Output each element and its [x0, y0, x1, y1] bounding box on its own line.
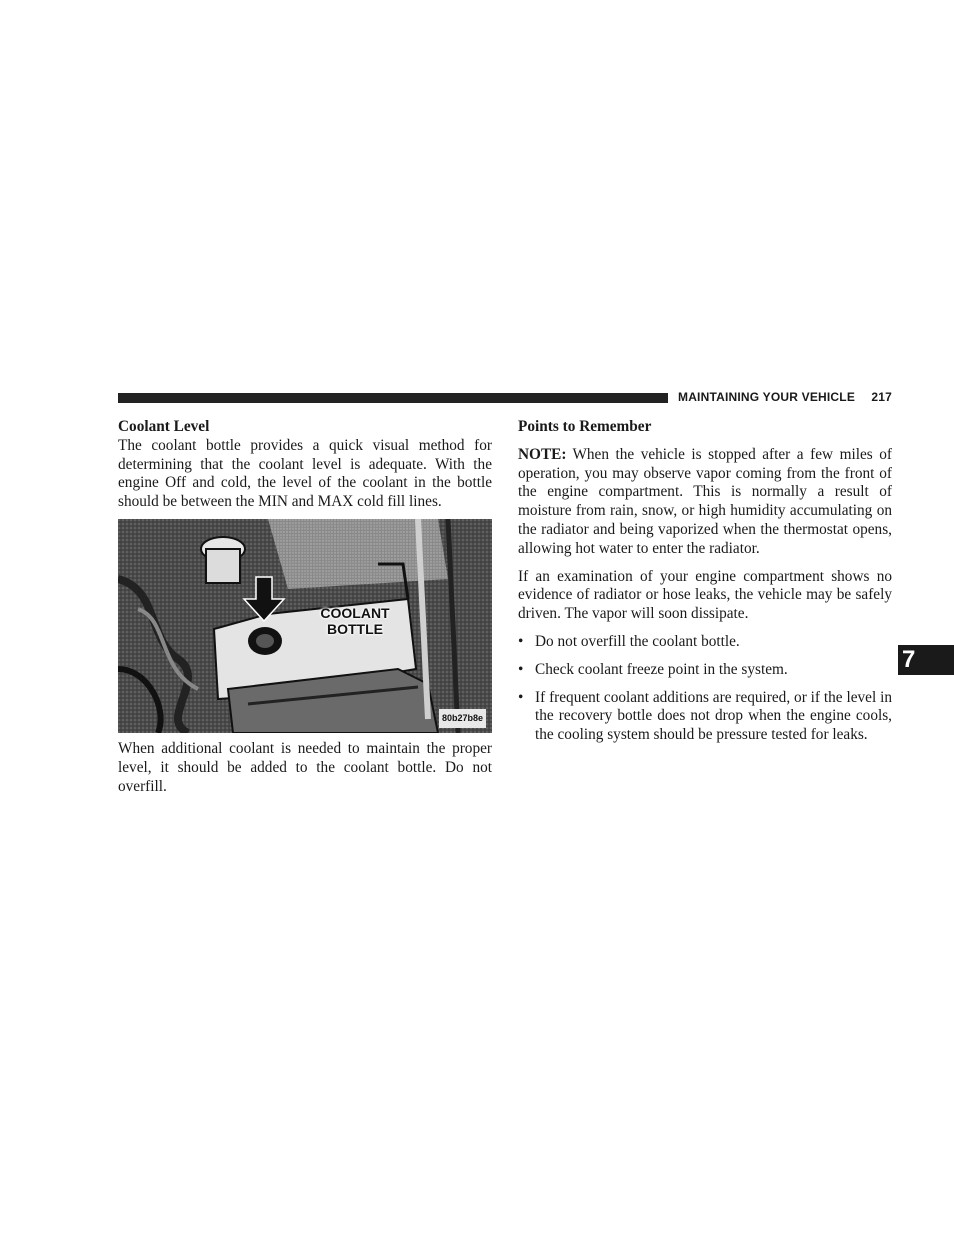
list-item: [518, 633, 892, 652]
header-rule: [118, 393, 668, 403]
coolant-level-intro: The coolant bottle provides a quick visual method for determining that the coolant level is adequate. With the engine Off and cold, the level of the coolant in the bottle should be between the MIN and MAX cold fill lines.: [118, 436, 492, 511]
label-line-1: COOLANT: [320, 604, 390, 621]
note-label: NOTE:: [518, 445, 567, 463]
running-header: [678, 390, 892, 404]
list-item-text: Check coolant freeze point in the system.: [535, 660, 788, 678]
list-item-text: Do not overfill the coolant bottle.: [535, 632, 740, 650]
note-paragraph: [518, 446, 892, 559]
figure-code: 80b27b8e: [439, 709, 486, 728]
after-figure-text: When additional coolant is needed to maintain the proper level, it should be added to the coolant bottle. Do not overfill.: [118, 739, 492, 795]
label-line-2: BOTTLE: [327, 620, 383, 637]
points-to-remember-heading: Points to Remember: [518, 418, 652, 435]
bullet-icon: •: [518, 632, 524, 650]
page-number: 217: [871, 390, 892, 404]
vapor-paragraph: If an examination of your engine compartment shows no evidence of radiator or hose leaks, the vehicle may be safely driven. The vapor will soon dissipate.: [518, 567, 892, 623]
right-column: [518, 418, 892, 754]
bullet-icon: •: [518, 660, 524, 678]
note-text: When the vehicle is stopped after a few miles of operation, you may observe vapor coming from the front of the engine compartment. This is normally a result of moisture from rain, snow, or high humidity accumulating on the radiator and being vaporized when the thermostat opens, allowing hot water to enter the radiator.: [518, 445, 892, 557]
list-item-text: If frequent coolant additions are required, or if the level in the recovery bottle does not drop when the engine cools, the cooling system should be pressure tested for leaks.: [535, 688, 892, 744]
bullet-list: [518, 633, 892, 745]
coolant-bottle-label: [300, 605, 410, 637]
bullet-icon: •: [518, 688, 524, 706]
list-item: [518, 661, 892, 680]
section-title: MAINTAINING YOUR VEHICLE: [678, 390, 856, 404]
coolant-level-heading: Coolant Level: [118, 418, 210, 435]
chapter-tab: 7: [898, 645, 954, 675]
coolant-bottle-figure: [118, 519, 492, 733]
list-item: [518, 689, 892, 745]
left-column: [118, 418, 492, 796]
